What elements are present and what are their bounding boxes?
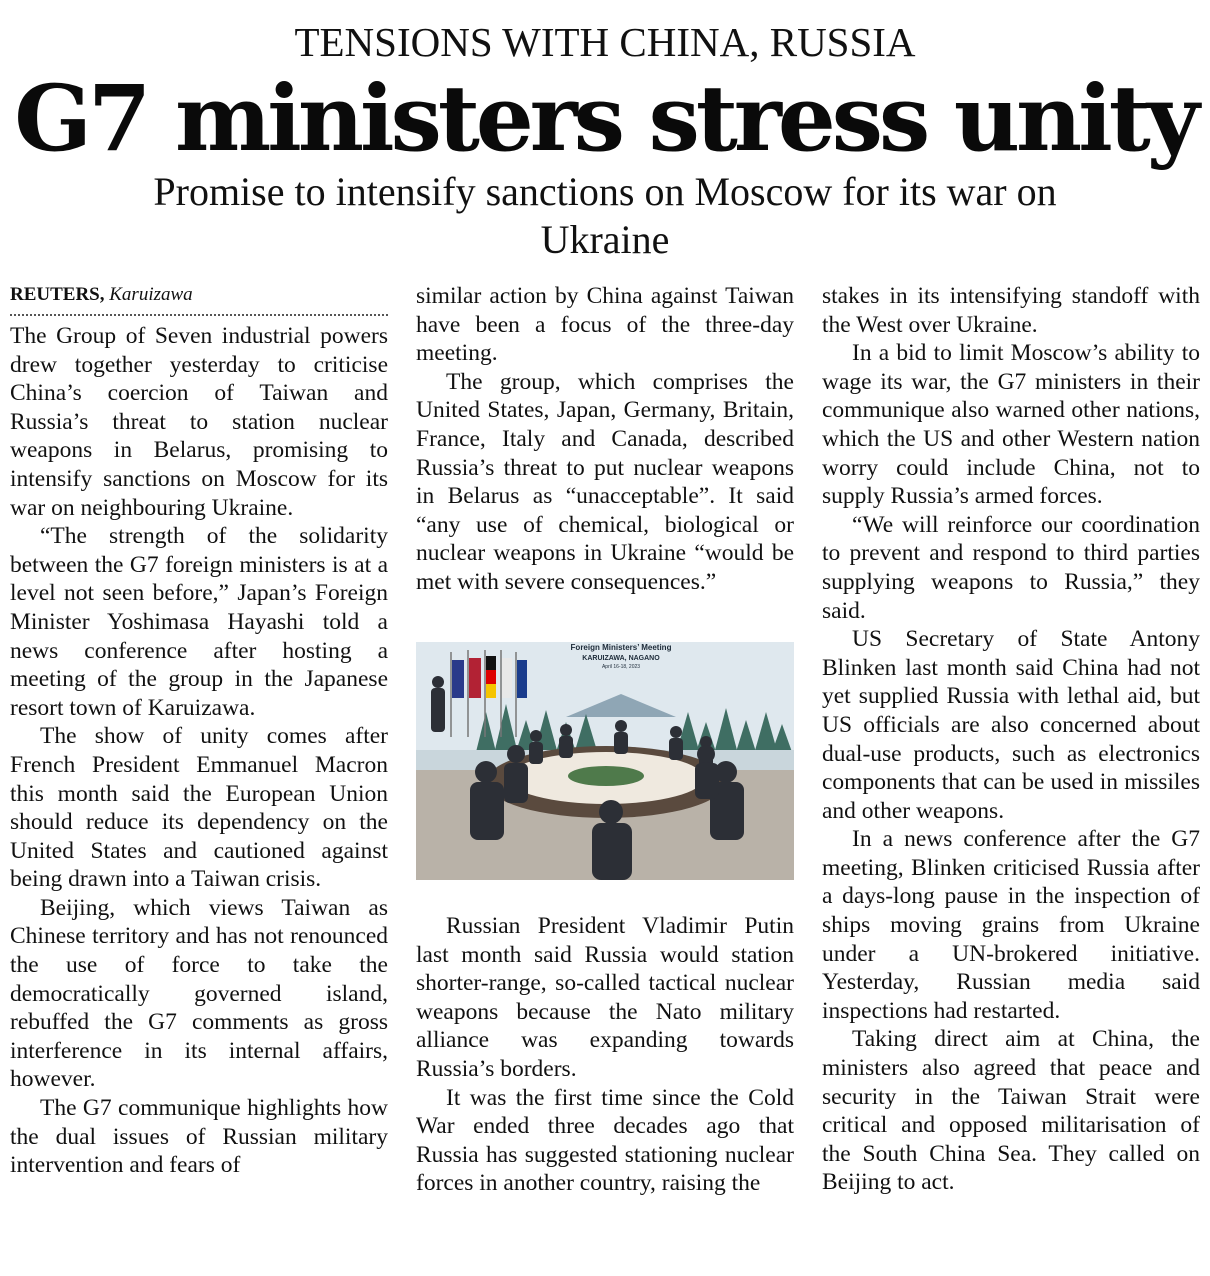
deck-subheadline: Promise to intensify sanctions on Moscow for its war on Ukraine bbox=[153, 169, 1057, 262]
banner-line-3: April 16-18, 2023 bbox=[601, 664, 641, 670]
table-centerpiece bbox=[568, 766, 644, 786]
banner-line-2: KARUIZAWA, NAGANO bbox=[582, 655, 660, 662]
paragraph: similar action by China against Taiwan have been a focus of the three-day meeting. bbox=[416, 283, 794, 367]
kicker: TENSIONS WITH CHINA, RUSSIA bbox=[294, 19, 916, 65]
column-1 bbox=[10, 282, 388, 1180]
paragraph: “The strength of the solidarity between the G7 foreign ministers is at a level not seen before,” Japan’s Foreign Minister Yoshimasa Hayashi told a news conference after hosting a meeting of the group in the Japanese resort town of Karuizawa. bbox=[10, 523, 388, 721]
byline-place: Karuizawa bbox=[109, 284, 193, 305]
paragraph: US Secretary of State Antony Blinken last month said China had not yet supplied Russia with lethal aid, but US officials are also concerned about dual-use products, such as electronics components that can be used in missiles and other weapons. bbox=[822, 626, 1200, 824]
banner-line-1: Foreign Ministers’ Meeting bbox=[570, 643, 672, 652]
paragraph: The group, which comprises the United States, Japan, Germany, Britain, France, Italy and Canada, described Russia’s threat to put nuclear weapons in Belarus as “unacceptable”. It said “any use of chemical, biological or nuclear weapons in Ukraine “would be met with severe consequences.” bbox=[416, 368, 794, 595]
paragraph: In a bid to limit Moscow’s ability to wage its war, the G7 ministers in their communique also warned other nations, which the US and other Western nation worry could include China, not to supply Russia’s armed forces. bbox=[822, 340, 1200, 510]
column-2-top bbox=[416, 282, 794, 597]
paragraph: Taking direct aim at China, the ministers also agreed that peace and security in the Taiwan Strait were critical and opposed militarisation of the South China Sea. They called on Beijing to act. bbox=[822, 1026, 1200, 1196]
byline bbox=[10, 282, 388, 316]
paragraph: The show of unity comes after French President Emmanuel Macron this month said the European Union should reduce its dependency on the United States and cautioned against being drawn into a Taiwan crisis. bbox=[10, 723, 388, 893]
news-photo bbox=[416, 642, 794, 880]
paragraph: Russian President Vladimir Putin last month said Russia would station shorter-range, so-called tactical nuclear weapons because the Nato military alliance was expanding towards Russia’s borders. bbox=[416, 913, 794, 1082]
column-3 bbox=[822, 282, 1200, 1197]
paragraph: It was the first time since the Cold War ended three decades ago that Russia has suggested stationing nuclear forces in another country, raising the bbox=[416, 1084, 794, 1197]
headline: G7 ministers stress unity bbox=[14, 66, 1196, 172]
byline-agency: REUTERS, bbox=[10, 284, 105, 305]
paragraph: The G7 communique highlights how the dual issues of Russian military intervention and fears of bbox=[10, 1095, 388, 1179]
meeting-photo-illustration bbox=[416, 642, 794, 880]
paragraph: In a news conference after the G7 meeting, Blinken criticised Russia after a days-long pause in the inspection of ships moving grains from Ukraine under a UN-brokered initiative. Yesterday, Russian media said inspections had restarted. bbox=[822, 826, 1200, 1024]
paragraph: The Group of Seven industrial powers drew together yesterday to criticise China’s coercion of Taiwan and Russia’s threat to station nuclear weapons in Belarus, promising to intensify sanctions on Moscow for its war on neighbouring Ukraine. bbox=[10, 323, 388, 521]
paragraph: “We will reinforce our coordination to prevent and respond to third parties supplying weapons to Russia,” they said. bbox=[822, 511, 1200, 624]
paragraph: Beijing, which views Taiwan as Chinese territory and has not renounced the use of force to take the democratically governed island, rebuffed the G7 comments as gross interference in its internal affairs, however. bbox=[10, 894, 388, 1093]
column-2-bottom bbox=[416, 912, 794, 1198]
paragraph: stakes in its intensifying standoff with the West over Ukraine. bbox=[822, 283, 1200, 338]
